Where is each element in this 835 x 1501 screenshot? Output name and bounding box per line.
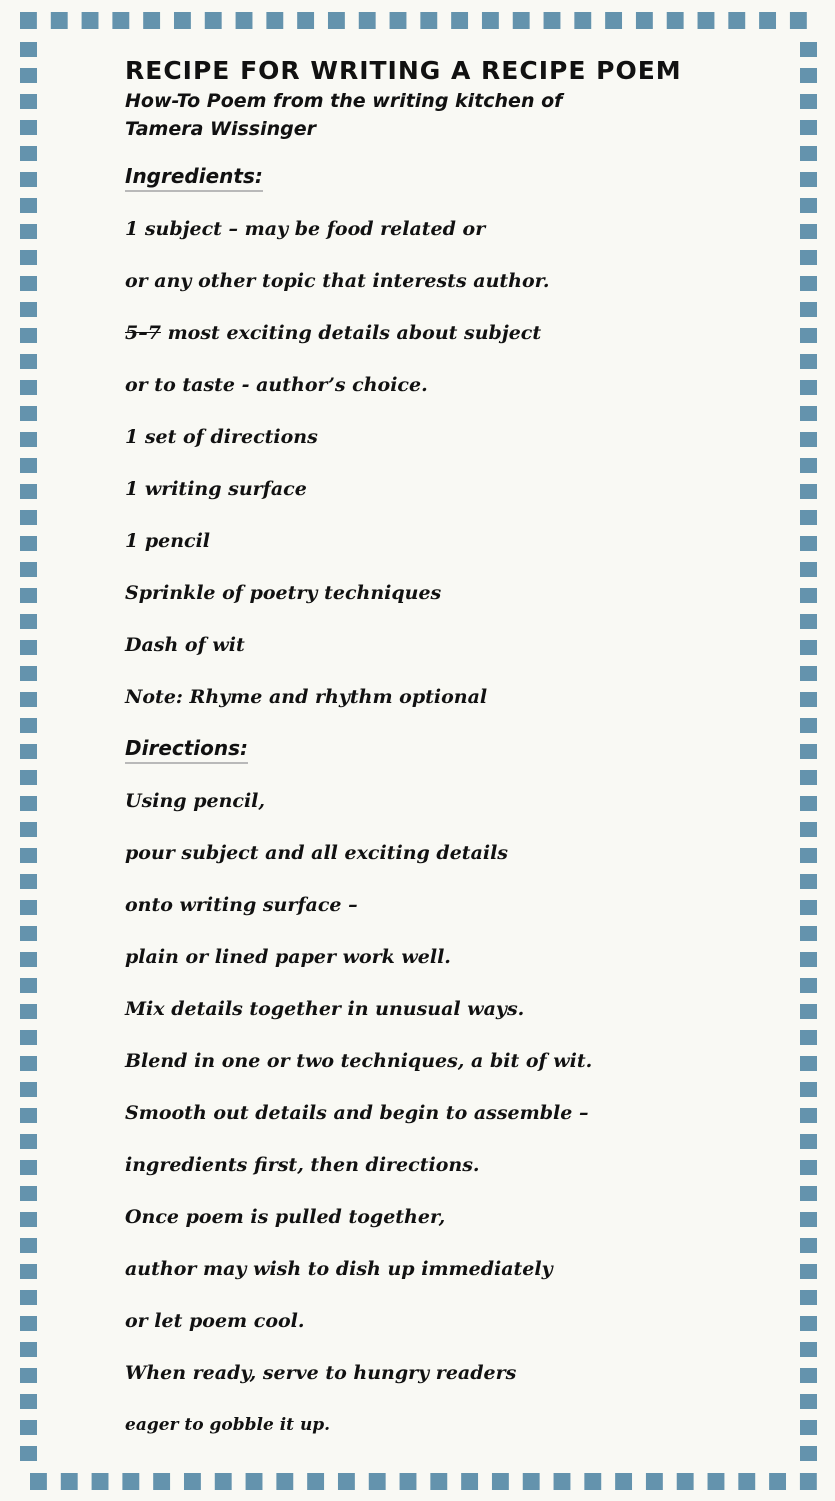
ingredient-line: Dash of wit [125, 634, 245, 656]
directions-heading-row [125, 723, 785, 775]
ingredient-line: 1 set of directions [125, 426, 318, 448]
ingredient-line: Sprinkle of poetry techniques [125, 582, 442, 604]
ingredient-line: 1 subject – may be food related or [125, 218, 486, 240]
dashed-border-bottom [30, 1473, 820, 1490]
direction-line: Blend in one or two techniques, a bit of wit. [125, 1050, 593, 1072]
ingredients-heading: Ingredients: [125, 162, 263, 192]
ingredients-heading-row [125, 151, 785, 203]
ingredient-line: 1 pencil [125, 530, 211, 552]
direction-line: eager to gobble it up. [125, 1415, 331, 1435]
direction-line: When ready, serve to hungry readers [125, 1362, 517, 1384]
ingredient-line: 1 writing surface [125, 478, 307, 500]
direction-line: Once poem is pulled together, [125, 1206, 446, 1228]
direction-line: Using pencil, [125, 790, 266, 812]
ingredient-line: or any other topic that interests author. [125, 270, 550, 292]
page-title: RECIPE FOR WRITING A RECIPE POEM [125, 56, 682, 85]
direction-line: Smooth out details and begin to assemble – [125, 1102, 589, 1124]
ingredient-line: or to taste - author’s choice. [125, 374, 428, 396]
author-name: Tamera Wissinger [125, 118, 317, 140]
dashed-border-right [800, 42, 817, 1462]
direction-line: Mix details together in unusual ways. [125, 998, 525, 1020]
quantity-prefix: 5–7 [125, 322, 161, 344]
direction-line: onto writing surface – [125, 894, 358, 916]
direction-line: plain or lined paper work well. [125, 946, 451, 968]
subtitle-line-1: How-To Poem from the writing kitchen of [125, 90, 563, 112]
ingredient-note: Note: Rhyme and rhythm optional [125, 686, 488, 708]
direction-line: ingredients first, then directions. [125, 1154, 480, 1176]
ingredient-line [125, 307, 785, 359]
poem-content [125, 55, 785, 1451]
direction-line: or let poem cool. [125, 1310, 305, 1332]
directions-heading: Directions: [125, 734, 248, 764]
dashed-border-top [20, 12, 820, 29]
ingredient-text: most exciting details about subject [167, 322, 542, 344]
dashed-border-left [20, 42, 37, 1462]
direction-line: author may wish to dish up immediately [125, 1258, 553, 1280]
direction-line: pour subject and all exciting details [125, 842, 509, 864]
